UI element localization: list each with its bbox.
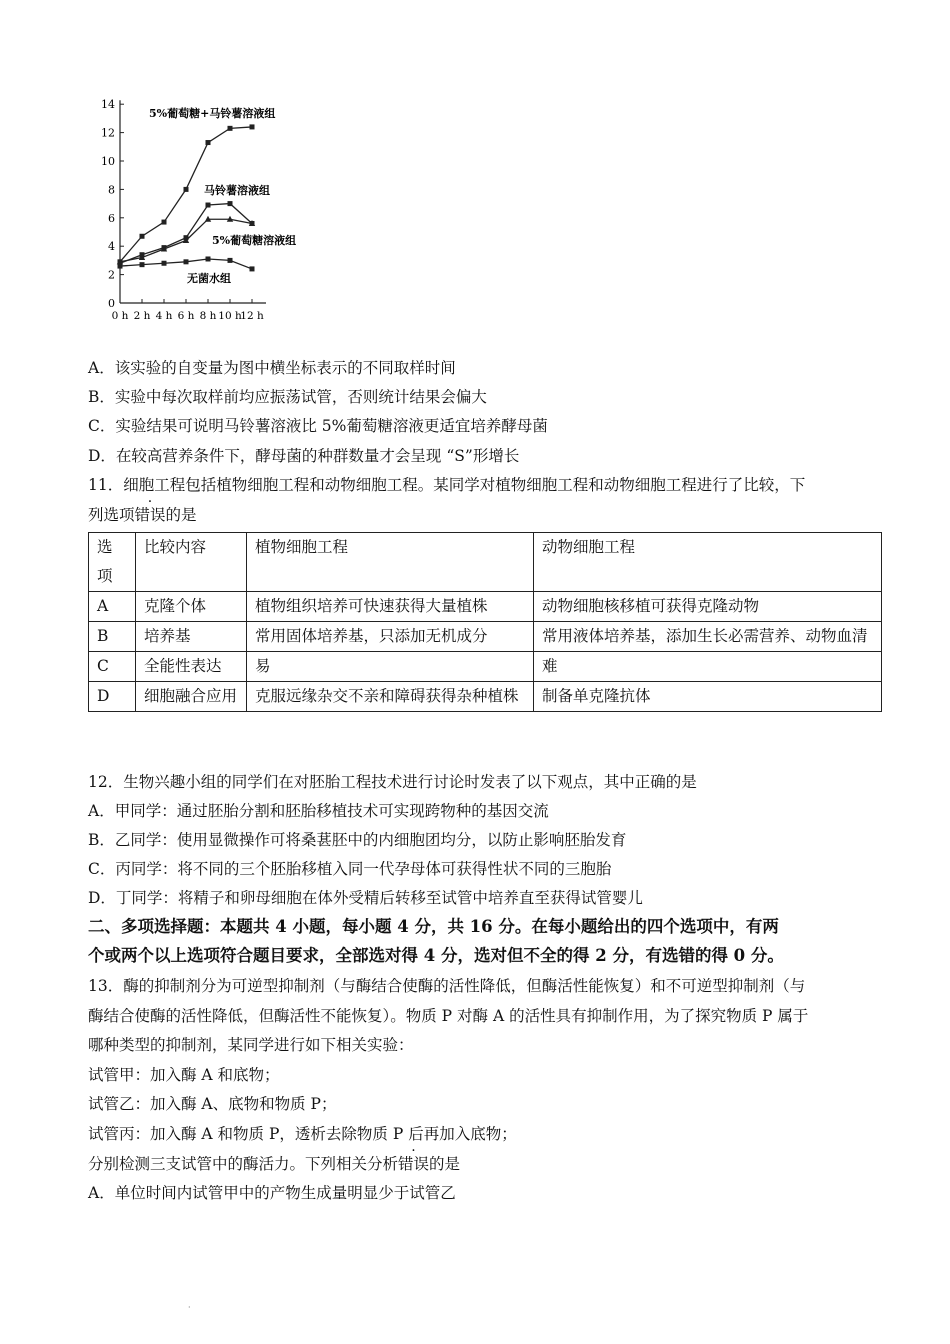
q13-stem-line2: 酶结合使酶的活性降低，但酶活性不能恢复）。物质 P 对酶 A 的活性具有抑制作用，为了探究物质 P 属于 (88, 1007, 809, 1025)
data-point (250, 124, 255, 129)
cell-animal: 常用液体培养基，添加生长必需营养、动物血清 (534, 622, 882, 652)
x-tick-label: 2 h (133, 310, 151, 322)
x-tick-label: 0 h (111, 310, 129, 322)
x-tick-label: 12 h (240, 310, 264, 322)
y-tick-label: 12 (101, 126, 115, 140)
data-point (206, 203, 211, 208)
q10-option-d: D．在较高营养条件下，酵母菌的种群数量才会呈现 “S”形增长 (88, 447, 520, 465)
x-tick-label: 6 h (177, 310, 195, 322)
data-point (140, 234, 145, 239)
cell-animal: 动物细胞核移植可获得克隆动物 (534, 592, 882, 622)
table-row (89, 652, 882, 682)
cell-plant: 克服远缘杂交不亲和障碍获得杂种植株 (247, 682, 534, 712)
q10-option-c: C．实验结果可说明马铃薯溶液比 5%葡萄糖溶液更适宜培养酵母菌 (88, 417, 548, 435)
table-row (89, 682, 882, 712)
data-point (162, 261, 167, 266)
data-point (228, 201, 233, 206)
q13-stem-line3: 哪种类型的抑制剂，某同学进行如下相关实验： (88, 1036, 414, 1054)
cell-plant: 植物组织培养可快速获得大量植株 (247, 592, 534, 622)
cell-plant: 常用固体培养基，只添加无机成分 (247, 622, 534, 652)
series-label-sterile-water: 无菌水组 (187, 272, 231, 285)
q10-option-a: A．该实验的自变量为图中横坐标表示的不同取样时间 (88, 359, 456, 377)
y-tick-label: 2 (108, 268, 115, 282)
yeast-growth-line-chart (86, 92, 296, 328)
x-tick-label: 4 h (155, 310, 173, 322)
table-row (89, 622, 882, 652)
data-point (118, 264, 123, 269)
q12-option-a: A．甲同学：通过胚胎分割和胚胎移植技术可实现跨物种的基因交流 (88, 802, 549, 820)
x-tick-label: 10 h (218, 310, 242, 322)
cell-animal: 制备单克隆抗体 (534, 682, 882, 712)
table-row (89, 592, 882, 622)
data-point (228, 126, 233, 131)
cell-compare: 全能性表达 (136, 652, 247, 682)
q13-emphasis-error: 错误 (398, 1155, 430, 1173)
q11-comparison-table (88, 532, 882, 712)
cell-compare: 细胞融合应用 (136, 682, 247, 712)
header-animal: 动物细胞工程 (534, 533, 882, 592)
footer-mark: · (188, 1303, 191, 1312)
series-label-glucose: 5%葡萄糖溶液组 (212, 234, 296, 247)
q10-option-b: B．实验中每次取样前均应振荡试管，否则统计结果会偏大 (88, 388, 487, 406)
data-point (184, 187, 189, 192)
cell-option: C (89, 652, 136, 682)
q11-emphasis-error: 错误 (134, 506, 166, 524)
y-tick-label: 0 (108, 297, 115, 310)
q13-tube-jia: 试管甲：加入酶 A 和底物； (88, 1066, 280, 1084)
q12-option-d: D．丁同学：将精子和卵母细胞在体外受精后转移至试管中培养直至获得试管婴儿 (88, 889, 643, 907)
x-tick-label: 8 h (199, 310, 217, 322)
y-tick-label: 14 (101, 98, 115, 112)
series-label-glucose-potato: 5%葡萄糖+马铃薯溶液组 (149, 107, 276, 120)
q11-stem-pre: 列选项 (88, 506, 135, 524)
cell-option: D (89, 682, 136, 712)
q13-tube-yi: 试管乙：加入酶 A、底物和物质 P； (88, 1095, 337, 1113)
data-point (206, 256, 211, 261)
chart-series (117, 124, 255, 271)
q13-stem-pre: 分别检测三支试管中的酶活力。下列相关分析 (88, 1155, 399, 1173)
q12-option-c: C．丙同学：将不同的三个胚胎移植入同一代孕母体可获得性状不同的三胞胎 (88, 860, 612, 878)
section2-heading-line1: 二、多项选择题：本题共 4 小题，每小题 4 分，共 16 分。在每小题给出的四个选项中，有两 (88, 917, 779, 936)
y-tick-label: 10 (101, 155, 115, 168)
q12-option-b: B．乙同学：使用显微操作可将桑葚胚中的内细胞团均分，以防止影响胚胎发育 (88, 831, 627, 849)
header-plant: 植物细胞工程 (247, 533, 534, 592)
cell-plant: 易 (247, 652, 534, 682)
q13-stem-post: 的是 (429, 1155, 461, 1173)
data-point (184, 259, 189, 264)
q13-stem-line1: 13．酶的抑制剂分为可逆型抑制剂（与酶结合使酶的活性降低，但酶活性能恢复）和不可逆型抑制剂（与 (88, 977, 806, 995)
q12-stem: 12．生物兴趣小组的同学们在对胚胎工程技术进行讨论时发表了以下观点，其中正确的是 (88, 773, 697, 791)
q11-stem-post: 的是 (165, 506, 197, 524)
cell-compare: 培养基 (136, 622, 247, 652)
section2-heading-line2: 个或两个以上选项符合题目要求，全部选对得 4 分，选对但不全的得 2 分，有选错的得 0 分。 (88, 946, 784, 965)
chart-axes (101, 98, 266, 322)
header-option: 选项 (89, 533, 136, 592)
cell-option: A (89, 592, 136, 622)
cell-compare: 克隆个体 (136, 592, 247, 622)
y-tick-label: 6 (108, 211, 115, 225)
q13-tube-bing: 试管丙：加入酶 A 和物质 P，透析去除物质 P 后再加入底物； (88, 1125, 517, 1143)
data-point (250, 266, 255, 271)
y-tick-label: 4 (108, 240, 115, 254)
header-compare: 比较内容 (136, 533, 247, 592)
data-point (140, 262, 145, 267)
data-point (228, 258, 233, 263)
cell-option: B (89, 622, 136, 652)
q11-stem-line1: 11．细胞工程包括植物细胞工程和动物细胞工程。某同学对植物细胞工程和动物细胞工程进行了比较，下 (88, 476, 806, 494)
data-point (162, 220, 167, 225)
data-point (206, 140, 211, 145)
cell-animal: 难 (534, 652, 882, 682)
table-header-row (89, 533, 882, 592)
series-label-potato: 马铃薯溶液组 (204, 184, 270, 197)
q13-stem-question (88, 1154, 460, 1174)
y-tick-label: 8 (108, 183, 115, 197)
q13-option-a: A．单位时间内试管甲中的产物生成量明显少于试管乙 (88, 1184, 456, 1202)
q11-stem-line2 (88, 505, 197, 525)
